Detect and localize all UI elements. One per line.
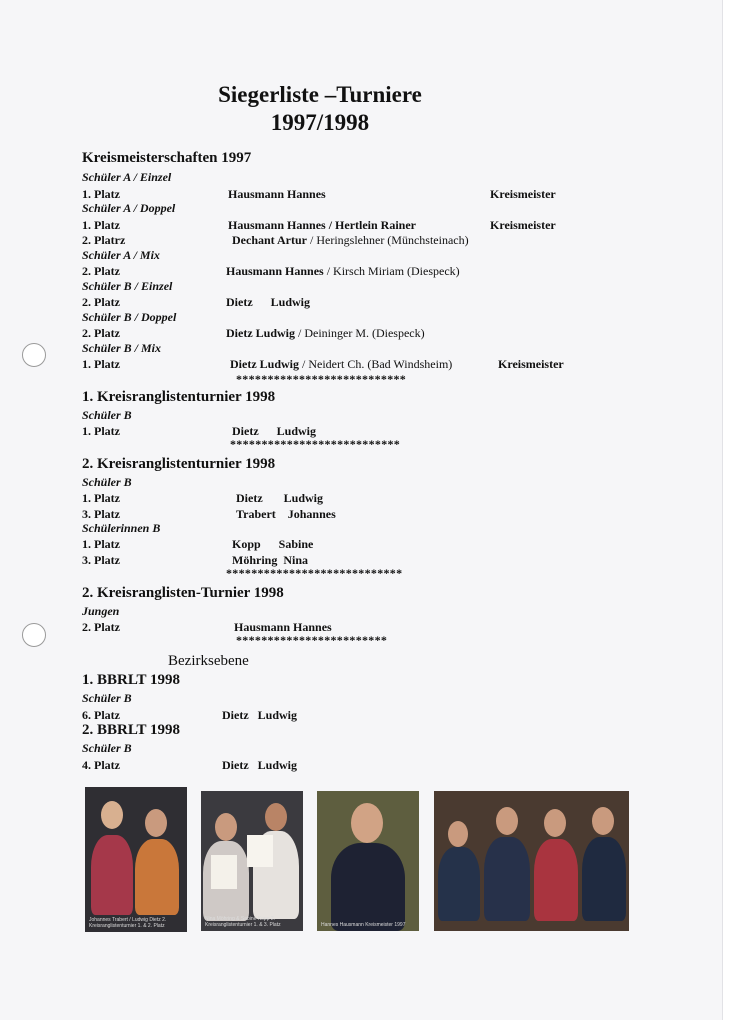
title-note: Kreismeister xyxy=(498,357,564,371)
winner-name xyxy=(226,264,460,279)
person-figure xyxy=(331,843,405,931)
player-name: Dietz Ludwig xyxy=(226,326,295,340)
section-heading-bbrlt-1: 1. BBRLT 1998 xyxy=(82,672,180,688)
person-figure xyxy=(484,837,530,921)
category-label: Schüler B / Einzel xyxy=(82,279,173,293)
placement-label: 6. Platz xyxy=(82,708,120,722)
person-head xyxy=(496,807,518,835)
player-name: Dietz Ludwig xyxy=(230,357,299,371)
placement-label: 1. Platz xyxy=(82,491,120,505)
person-figure xyxy=(582,837,626,921)
separator-stars: ************************ xyxy=(236,633,388,647)
category-label: Jungen xyxy=(82,604,120,618)
photo-caption: Nina Möhring & Sabine Kopp 2. Kreisranglistenturnier 1. & 3. Platz xyxy=(205,916,281,928)
separator-stars: *************************** xyxy=(236,372,407,386)
photo-trabert-dietz xyxy=(85,787,187,932)
winner-name: Dietz Ludwig xyxy=(236,491,323,505)
photo-caption: Hannes Hausmann Kreismeister 1997 xyxy=(321,922,406,928)
page-subtitle: 1997/1998 xyxy=(270,110,370,135)
winner-name xyxy=(226,326,425,341)
winner-name xyxy=(230,357,452,372)
placement-label: 2. Platz xyxy=(82,264,120,278)
category-label: Schüler B xyxy=(82,741,132,755)
punch-hole-top xyxy=(22,343,46,367)
person-figure xyxy=(91,835,133,915)
winner-name: Dietz Ludwig xyxy=(222,708,297,722)
category-label: Schüler B / Mix xyxy=(82,341,162,355)
separator-stars: *************************** xyxy=(230,437,401,451)
person-head xyxy=(265,803,287,831)
category-label: Schüler A / Mix xyxy=(82,248,160,262)
person-figure xyxy=(135,839,179,915)
winner-name: Hausmann Hannes xyxy=(228,187,326,201)
winner-name: Möhring Nina xyxy=(232,553,309,567)
placement-label: 3. Platz xyxy=(82,507,120,521)
category-label: Schüler A / Einzel xyxy=(82,170,172,184)
section-heading-bbrlt-2: 2. BBRLT 1998 xyxy=(82,722,180,738)
person-head xyxy=(351,803,383,843)
person-head xyxy=(592,807,614,835)
person-head xyxy=(101,801,123,829)
person-head xyxy=(448,821,468,847)
person-figure xyxy=(534,839,578,921)
section-heading-kreisranglistenturnier-1: 1. Kreisranglistenturnier 1998 xyxy=(82,389,276,405)
placement-label: 1. Platz xyxy=(82,537,120,551)
category-label: Schüler A / Doppel xyxy=(82,201,176,215)
placement-label: 1. Platz xyxy=(82,187,120,201)
separator-stars: **************************** xyxy=(226,566,403,580)
photo-moehring-kopp xyxy=(201,791,303,931)
section-heading-kreisranglisten-turnier: 2. Kreisranglisten-Turnier 1998 xyxy=(82,585,284,601)
page-title: Siegerliste –Turniere xyxy=(218,82,422,107)
placement-label: 1. Platz xyxy=(82,218,120,232)
person-head xyxy=(544,809,566,837)
placement-label: 2. Platz xyxy=(82,295,120,309)
winner-name: Hausmann Hannes xyxy=(234,620,332,634)
player-name: Dechant Artur xyxy=(232,233,307,247)
category-label: Schüler B xyxy=(82,408,132,422)
person-head xyxy=(215,813,237,841)
placement-label: 1. Platz xyxy=(82,424,120,438)
winner-name: Kopp Sabine xyxy=(232,537,314,551)
player-name: Hausmann Hannes xyxy=(226,264,324,278)
winner-name: Trabert Johannes xyxy=(236,507,336,521)
winner-name: Dietz Ludwig xyxy=(226,295,310,309)
person-head xyxy=(145,809,167,837)
category-label: Schüler B xyxy=(82,691,132,705)
photo-team xyxy=(434,791,629,931)
winner-name: Hausmann Hannes / Hertlein Rainer xyxy=(228,218,417,232)
category-label: Schüler B / Doppel xyxy=(82,310,177,324)
section-heading-bezirksebene: Bezirksebene xyxy=(168,653,249,669)
winner-name xyxy=(232,233,469,248)
section-heading-kreismeisterschaften: Kreismeisterschaften 1997 xyxy=(82,150,252,166)
title-note: Kreismeister xyxy=(490,187,556,201)
partner-name: / Deininger M. (Diespeck) xyxy=(295,326,425,340)
placement-label: 3. Platz xyxy=(82,553,120,567)
photo-hausmann xyxy=(317,791,419,931)
section-heading-kreisranglistenturnier-2: 2. Kreisranglistenturnier 1998 xyxy=(82,456,276,472)
person-figure xyxy=(438,847,480,921)
placement-label: 4. Platz xyxy=(82,758,120,772)
winner-name: Dietz Ludwig xyxy=(222,758,297,772)
certificate xyxy=(247,835,273,867)
certificate xyxy=(211,855,237,889)
partner-name: / Kirsch Miriam (Diespeck) xyxy=(323,264,460,278)
placement-label: 2. Platrz xyxy=(82,233,126,247)
punch-hole-bottom xyxy=(22,623,46,647)
placement-label: 2. Platz xyxy=(82,620,120,634)
category-label: Schüler B xyxy=(82,475,132,489)
partner-name: / Neidert Ch. (Bad Windsheim) xyxy=(299,357,453,371)
category-label: Schülerinnen B xyxy=(82,521,161,535)
winner-name: Dietz Ludwig xyxy=(232,424,316,438)
placement-label: 1. Platz xyxy=(82,357,120,371)
partner-name: / Heringslehner (Münchsteinach) xyxy=(307,233,469,247)
placement-label: 2. Platz xyxy=(82,326,120,340)
title-note: Kreismeister xyxy=(490,218,556,232)
photo-caption: Johannes Trabert / Ludwig Dietz 2. Kreisranglistenturnier 1. & 2. Platz xyxy=(89,917,167,929)
